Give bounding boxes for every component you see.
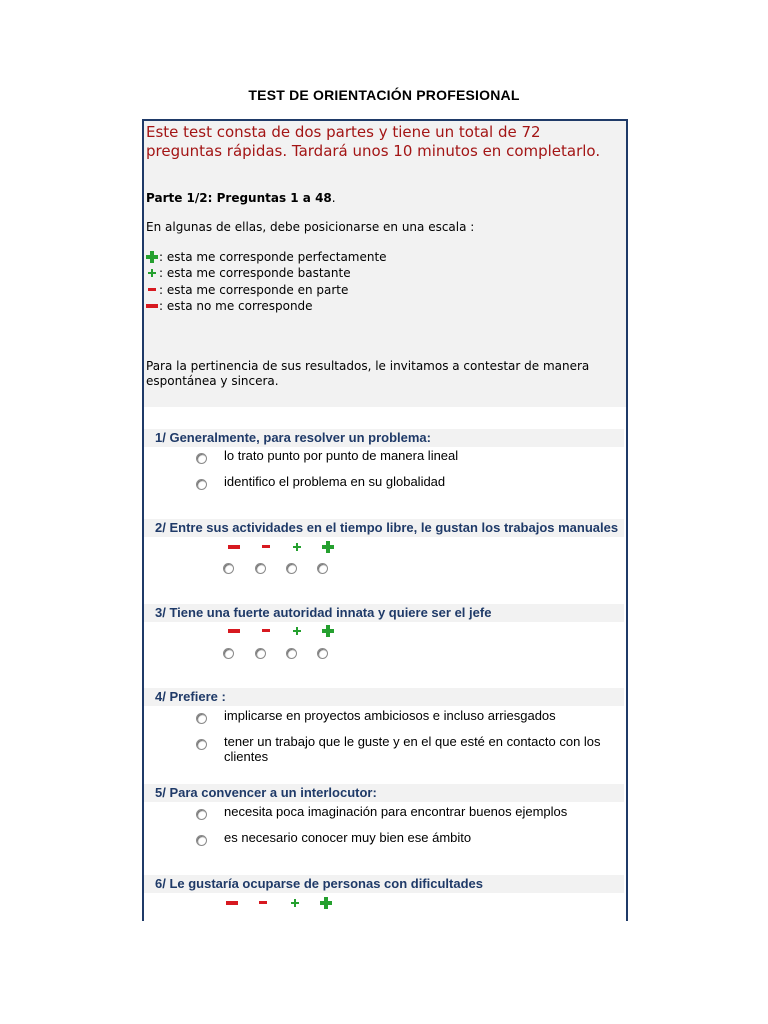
- intro-heading: Este test consta de dos partes y tiene un total de 72 preguntas rápidas. Tardará unos 10 minutos en completarlo.: [146, 123, 601, 160]
- q4-option-2-radio[interactable]: [196, 739, 207, 750]
- q1-option-2-label: identifico el problema en su globalidad: [224, 474, 446, 489]
- minus-big-icon: [226, 897, 238, 909]
- plus-small-icon: [289, 897, 301, 909]
- plus-big-icon: [322, 625, 334, 637]
- minus-big-icon: [146, 300, 158, 312]
- minus-small-icon: [260, 541, 272, 553]
- q2-radio-1[interactable]: [223, 563, 234, 574]
- scale-intro: En algunas de ellas, debe posicionarse en una escala :: [146, 220, 475, 234]
- minus-small-icon: [257, 897, 269, 909]
- q4-option-1-label: implicarse en proyectos ambiciosos e incluso arriesgados: [224, 708, 556, 723]
- plus-small-icon: [291, 541, 303, 553]
- q4-option-1-radio[interactable]: [196, 713, 207, 724]
- scale-legend-item: : esta me corresponde en parte: [146, 283, 348, 297]
- q5-option-2-radio[interactable]: [196, 835, 207, 846]
- q5-option-2-label: es necesario conocer muy bien ese ámbito: [224, 830, 472, 845]
- q4-option-2-label: tener un trabajo que le guste y en el que esté en contacto con los clientes: [224, 734, 601, 764]
- q3-radio-2[interactable]: [255, 648, 266, 659]
- q5-option-1-radio[interactable]: [196, 809, 207, 820]
- q2-radio-4[interactable]: [317, 563, 328, 574]
- plus-small-icon: [146, 267, 158, 279]
- part-label: Parte 1/2: Preguntas 1 a 48.: [146, 191, 336, 205]
- plus-big-icon: [146, 251, 158, 263]
- question-2-label: 2/ Entre sus actividades en el tiempo libre, le gustan los trabajos manuales: [144, 519, 624, 537]
- q1-option-2-radio[interactable]: [196, 479, 207, 490]
- q3-radio-1[interactable]: [223, 648, 234, 659]
- q1-option-1-label: lo trato punto por punto de manera lineal: [224, 448, 459, 463]
- minus-big-icon: [228, 625, 240, 637]
- q1-option-1-radio[interactable]: [196, 453, 207, 464]
- minus-small-icon: [146, 284, 158, 296]
- plus-big-icon: [322, 541, 334, 553]
- q5-option-1-label: necesita poca imaginación para encontrar buenos ejemplos: [224, 804, 568, 819]
- closing-text: Para la pertinencia de sus resultados, le invitamos a contestar de manera espontánea y sincera.: [146, 359, 590, 388]
- q2-radio-3[interactable]: [286, 563, 297, 574]
- question-3-label: 3/ Tiene una fuerte autoridad innata y quiere ser el jefe: [144, 604, 624, 622]
- question-1-label: 1/ Generalmente, para resolver un problema:: [144, 429, 624, 447]
- intro-panel: [144, 121, 626, 407]
- question-4-label: 4/ Prefiere :: [144, 688, 624, 706]
- question-5-label: 5/ Para convencer a un interlocutor:: [144, 784, 624, 802]
- plus-big-icon: [320, 897, 332, 909]
- page-title: TEST DE ORIENTACIÓN PROFESIONAL: [248, 87, 520, 103]
- minus-small-icon: [260, 625, 272, 637]
- scale-legend-item: : esta me corresponde bastante: [146, 266, 351, 280]
- scale-legend-item: : esta no me corresponde: [146, 299, 313, 313]
- minus-big-icon: [228, 541, 240, 553]
- q3-radio-4[interactable]: [317, 648, 328, 659]
- question-6-label: 6/ Le gustaría ocuparse de personas con dificultades: [144, 875, 624, 893]
- q2-radio-2[interactable]: [255, 563, 266, 574]
- scale-legend-item: : esta me corresponde perfectamente: [146, 250, 387, 264]
- q3-radio-3[interactable]: [286, 648, 297, 659]
- test-frame: [142, 119, 628, 921]
- plus-small-icon: [291, 625, 303, 637]
